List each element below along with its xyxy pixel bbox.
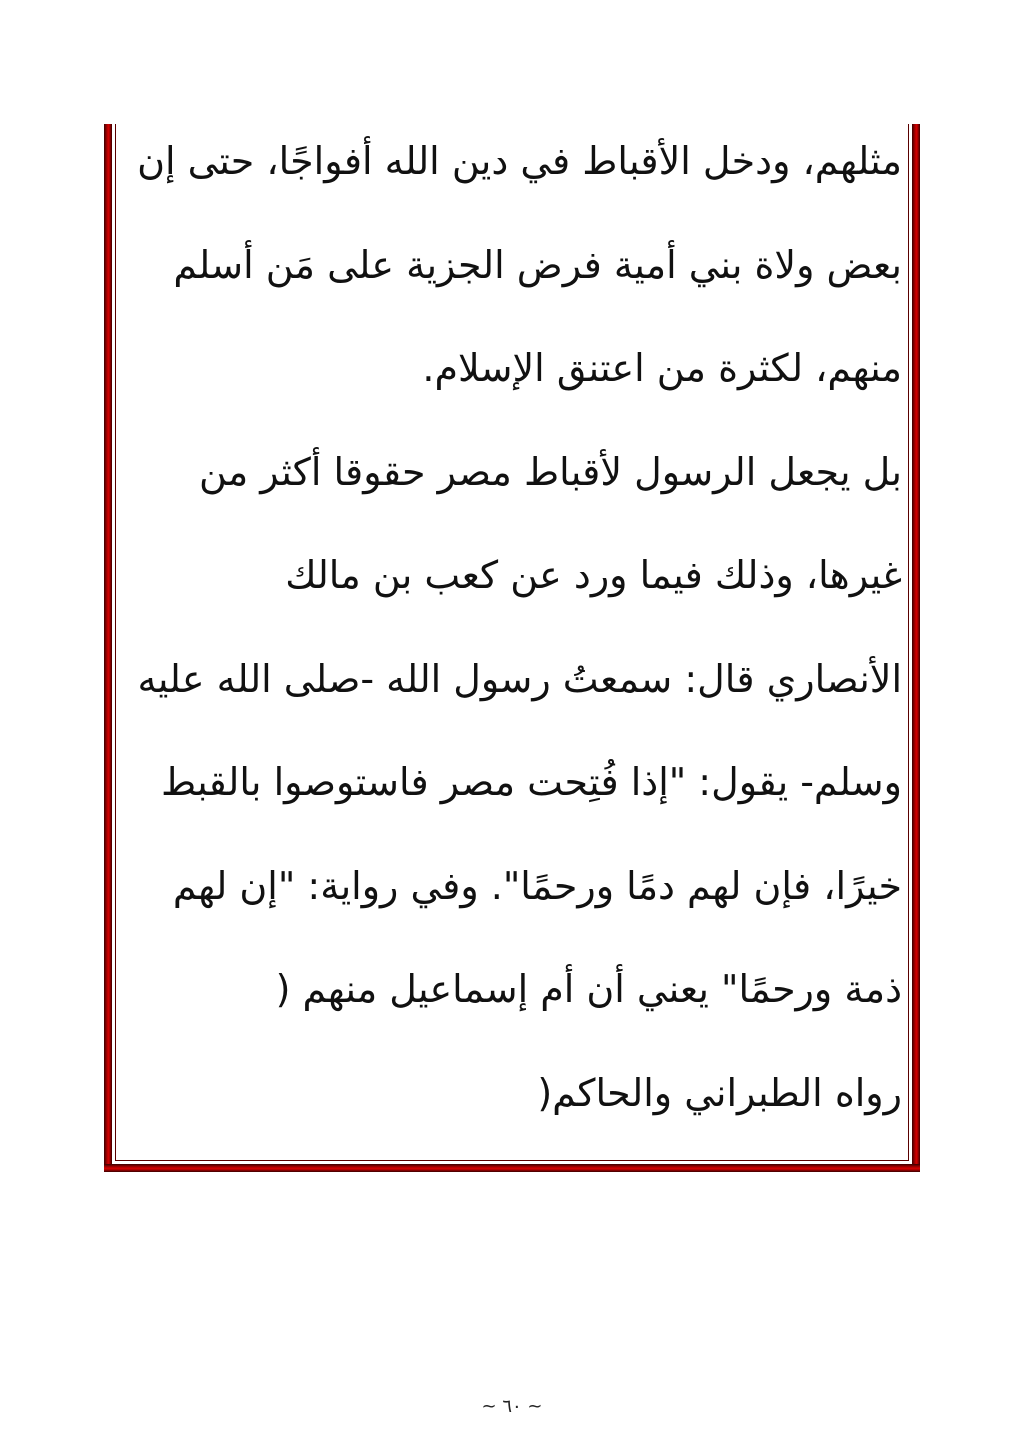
text-line: غيرها، وذلك فيما ورد عن كعب بن مالك <box>285 553 902 597</box>
border-inner-right <box>908 124 909 1160</box>
text-line: مثلهم، ودخل الأقباط في دين الله أفواجًا، حتى إن <box>137 139 902 183</box>
border-right <box>912 124 920 1172</box>
text-line: بعض ولاة بني أمية فرض الجزية على مَن أسلم <box>173 242 902 287</box>
body-text <box>124 126 902 1161</box>
text-line: بل يجعل الرسول لأقباط مصر حقوقا أكثر من <box>198 449 902 494</box>
page-number: ~ ٦٠ ~ <box>481 1396 543 1417</box>
text-line: الأنصاري قال: سمعتُ رسول الله -صلى الله عليه <box>137 656 902 701</box>
text-line: وسلم- يقول: "إذا فُتِحت مصر فاستوصوا بالقبط <box>161 760 902 804</box>
text-line: ذمة ورحمًا" يعني أن أم إسماعيل منهم ( <box>275 967 902 1011</box>
border-left <box>104 124 112 1172</box>
text-line: رواه الطبراني والحاكم( <box>537 1070 902 1115</box>
border-bottom <box>104 1164 920 1172</box>
border-inner-left <box>115 124 116 1160</box>
text-line: خيرًا، فإن لهم دمًا ورحمًا". وفي رواية: "إن لهم <box>172 863 902 908</box>
text-line: منهم، لكثرة من اعتنق الإسلام. <box>422 346 902 390</box>
